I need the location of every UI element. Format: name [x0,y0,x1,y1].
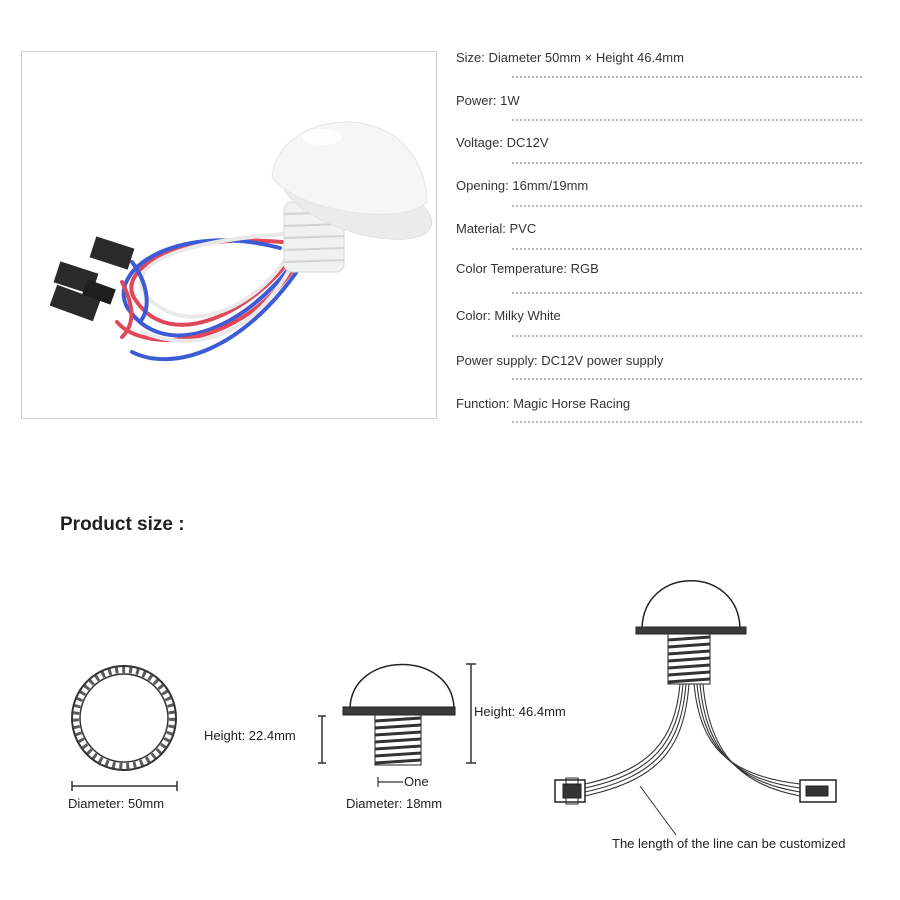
spec-text: Function: Magic Horse Racing [456,396,631,411]
module-with-cable [555,581,836,835]
spec-text: Color: Milky White [456,308,561,323]
spec-text: Material: PVC [456,221,537,236]
spec-text: Power supply: DC12V power supply [456,353,664,368]
right-connector [800,780,836,802]
height-22-4-label: Height: 22.4mm [204,728,296,743]
module-side-view [343,665,455,766]
left-connector [555,778,585,804]
diameter-50-label: Diameter: 50mm [68,796,165,811]
diameter-18-dimension-line [378,777,403,787]
ring-top-view [72,666,176,770]
height-22-4-dimension-line [318,716,326,763]
cable-length-note: The length of the line can be customized [612,836,846,851]
spec-text: Power: 1W [456,93,520,108]
height-46-4-label: Height: 46.4mm [474,704,566,719]
diameter-18-label: Diameter: 18mm [346,796,443,811]
section-title: Product size : [60,514,185,535]
diameter-50-dimension-line [72,781,177,791]
spec-text: Size: Diameter 50mm × Height 46.4mm [456,50,684,65]
spec-text: Voltage: DC12V [456,135,549,150]
spec-text: Color Temperature: RGB [456,261,599,276]
spec-text: Opening: 16mm/19mm [456,178,589,193]
one-label: One [404,774,429,789]
